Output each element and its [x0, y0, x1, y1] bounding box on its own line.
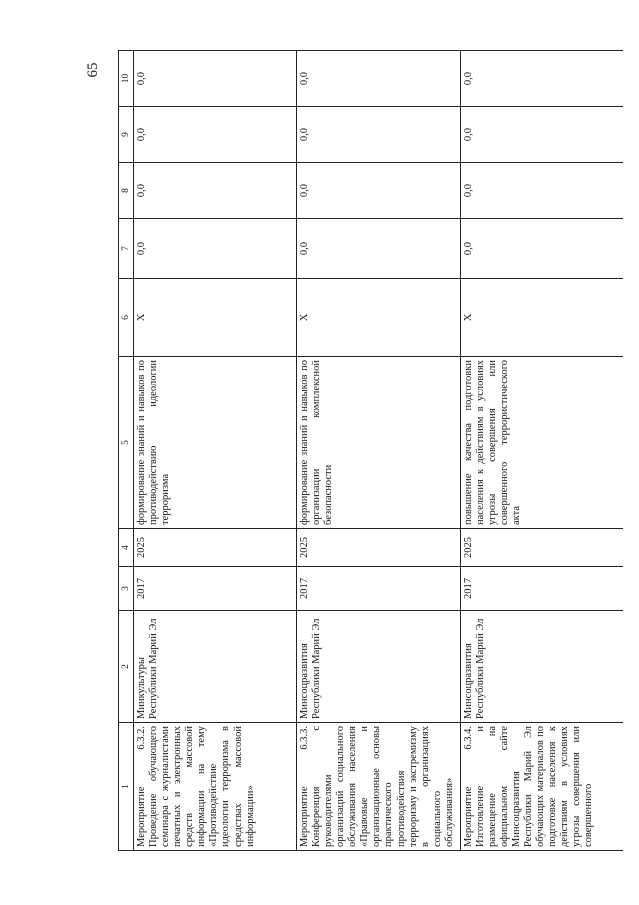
start-year: 2017 [297, 567, 461, 611]
value-col-10: 0,0 [460, 51, 623, 107]
header-cell: 10 [119, 51, 134, 107]
value-col-10: 0,0 [297, 51, 461, 107]
header-cell: 7 [119, 219, 134, 279]
expected-result: формирование знаний и навыков по организации комплексной безопасности [297, 357, 461, 529]
value-col-10: 0,0 [134, 51, 297, 107]
event-description: Мероприятие 6.3.3. Конференция с руководителями организаций социального обслуживания населения «Правовые и организационные основы практического противодействия терроризму и экстремизму в организациях социального обслуживания» [297, 723, 461, 851]
value-col-8: 0,0 [297, 163, 461, 219]
start-year: 2017 [134, 567, 297, 611]
value-col-9: 0,0 [460, 107, 623, 163]
responsible-executor: Минсоцразвития Республики Марий Эл [297, 611, 461, 723]
value-col-7: 0,0 [297, 219, 461, 279]
expected-result: формирование знаний и навыков по противодействию идеологии терроризма [134, 357, 297, 529]
start-year: 2017 [460, 567, 623, 611]
header-cell: 4 [119, 529, 134, 567]
event-description: Мероприятие 6.3.4. Изготовление и размещение на официальном сайте Минсоцразвития Республики Марий Эл обучающих материалов по подготовке населения к действиям в условиях угрозы совершения или совершенного [460, 723, 623, 851]
header-cell: 6 [119, 279, 134, 357]
responsible-executor: Минсоцразвития Республики Марий Эл [460, 611, 623, 723]
expected-result: повышение качества подготовки населения к действиям в условиях угрозы совершения или совершенного террористического акта [460, 357, 623, 529]
responsible-executor: Минкультуры Республики Марий Эл [134, 611, 297, 723]
value-col-8: 0,0 [134, 163, 297, 219]
header-cell: 3 [119, 567, 134, 611]
funding-source: X [297, 279, 461, 357]
header-cell: 9 [119, 107, 134, 163]
header-cell: 5 [119, 357, 134, 529]
event-description: Мероприятие 6.3.2. Проведение обучающего семинара с журналистами печатных и электронных средств массовой информации на тему «Противодействие идеологии терроризма в средствах массовой информации» [134, 723, 297, 851]
header-cell: 1 [119, 723, 134, 851]
value-col-9: 0,0 [134, 107, 297, 163]
rotated-table-container [118, 51, 614, 851]
table-row [297, 51, 461, 851]
table-row [134, 51, 297, 851]
value-col-7: 0,0 [460, 219, 623, 279]
funding-source: X [134, 279, 297, 357]
end-year: 2025 [460, 529, 623, 567]
program-table [118, 50, 623, 851]
page-number: 65 [85, 62, 101, 78]
funding-source: X [460, 279, 623, 357]
value-col-7: 0,0 [134, 219, 297, 279]
header-cell: 2 [119, 611, 134, 723]
value-col-9: 0,0 [297, 107, 461, 163]
value-col-8: 0,0 [460, 163, 623, 219]
end-year: 2025 [297, 529, 461, 567]
end-year: 2025 [134, 529, 297, 567]
header-row [119, 51, 134, 851]
header-cell: 8 [119, 163, 134, 219]
table-row [460, 51, 623, 851]
